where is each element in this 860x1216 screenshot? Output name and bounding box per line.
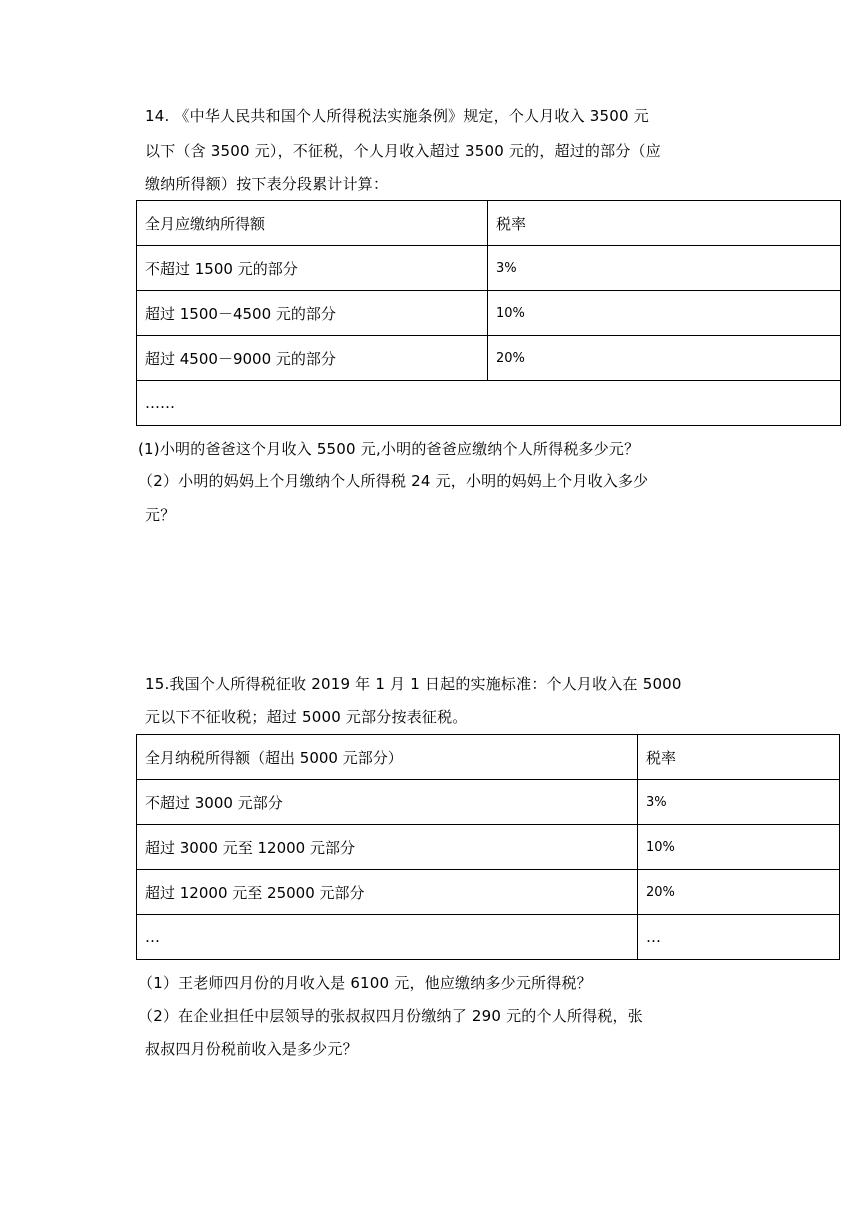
q15-sub-question-2-cont: 叔叔四月份税前收入是多少元？ [145,1040,358,1058]
q14-text-line-2: 以下（含 3500 元），不征税，个人月收入超过 3500 元的，超过的部分（应 [145,142,661,160]
table-row [137,336,841,381]
table-cell: 10% [488,291,841,336]
q14-tax-table [136,200,841,426]
q15-tax-table [136,734,840,960]
table-cell: … [137,915,638,960]
table-header-cell: 税率 [488,201,841,246]
table-row [137,870,840,915]
table-cell: 超过 1500－4500 元的部分 [137,291,488,336]
table-ellipsis-cell: …… [137,381,841,426]
table-cell: 超过 4500－9000 元的部分 [137,336,488,381]
table-row [137,825,840,870]
q14-sub-question-2: （2）小明的妈妈上个月缴纳个人所得税 24 元，小明的妈妈上个月收入多少 [138,472,649,490]
table-row [137,291,841,336]
table-header-row [137,201,841,246]
q14-sub-question-2-cont: 元？ [145,506,176,524]
table-cell: 20% [488,336,841,381]
q14-text-line-1: 14. 《中华人民共和国个人所得税法实施条例》规定，个人月收入 3500 元 [145,107,649,125]
q15-text-line-2: 元以下不征收税；超过 5000 元部分按表征税。 [145,708,468,726]
table-row [137,915,840,960]
q14-sub-question-1: (1)小明的爸爸这个月收入 5500 元,小明的爸爸应缴纳个人所得税多少元？ [138,440,640,458]
table-cell: … [638,915,840,960]
table-row [137,780,840,825]
table-cell: 不超过 3000 元部分 [137,780,638,825]
table-header-cell: 全月纳税所得额（超出 5000 元部分） [137,735,638,780]
table-header-cell: 税率 [638,735,840,780]
table-cell: 20% [638,870,840,915]
q15-sub-question-2: （2）在企业担任中层领导的张叔叔四月份缴纳了 290 元的个人所得税，张 [138,1007,643,1025]
table-cell: 3% [638,780,840,825]
table-row [137,246,841,291]
table-cell: 3% [488,246,841,291]
q15-sub-question-1: （1）王老师四月份的月收入是 6100 元，他应缴纳多少元所得税？ [138,974,592,992]
table-header-row [137,735,840,780]
table-header-cell: 全月应缴纳所得额 [137,201,488,246]
q14-text-line-3: 缴纳所得额）按下表分段累计计算： [145,175,389,193]
table-cell: 不超过 1500 元的部分 [137,246,488,291]
q15-text-line-1: 15.我国个人所得税征收 2019 年 1 月 1 日起的实施标准：个人月收入在 5000 [145,675,682,693]
table-cell: 超过 12000 元至 25000 元部分 [137,870,638,915]
table-cell: 10% [638,825,840,870]
table-row [137,381,841,426]
table-cell: 超过 3000 元至 12000 元部分 [137,825,638,870]
